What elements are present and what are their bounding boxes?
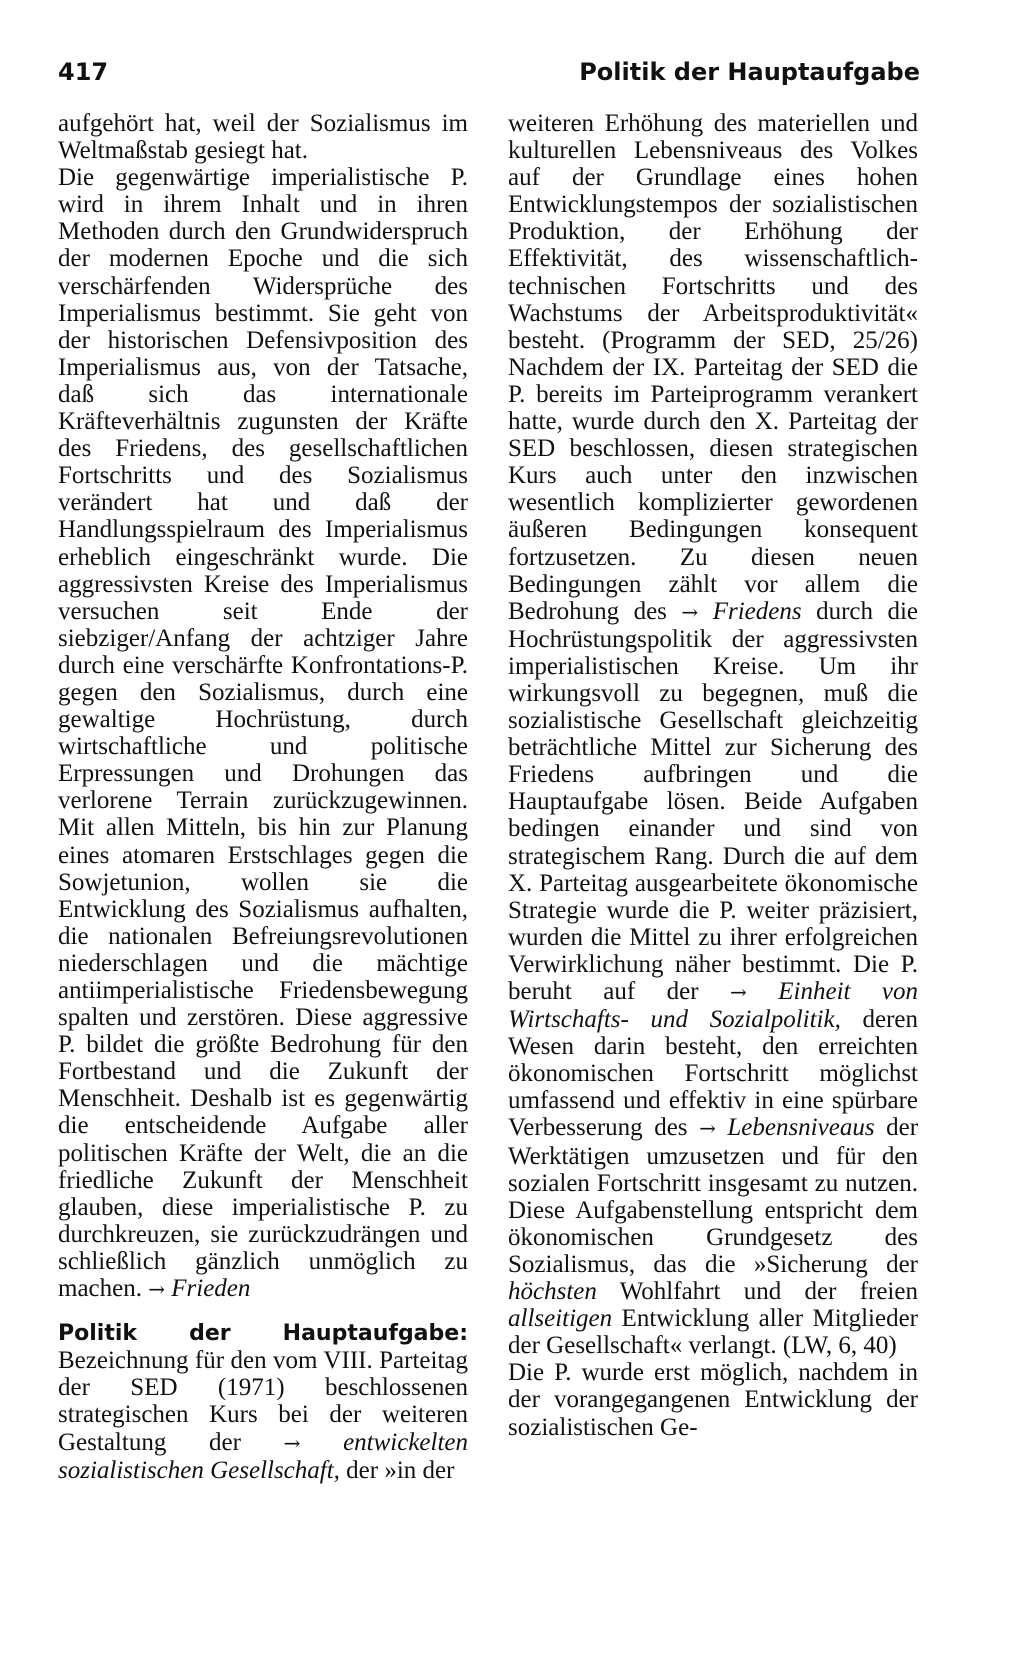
entry-text: Bezeichnung für den vom VIII. Parteitag der SED (1971) beschlossenen strategischen Kurs bei der weiteren Gestaltung der bbox=[58, 1347, 468, 1456]
cross-reference-arrow-icon: → bbox=[283, 1430, 301, 1455]
cross-reference-lebensniveau: Lebensniveaus bbox=[727, 1114, 875, 1142]
cross-reference-arrow-icon: → bbox=[681, 599, 699, 624]
paragraph-imperialist-policy bbox=[58, 164, 468, 1303]
paragraph-text: deren Wesen darin besteht, den erreichten ökonomischen Fortschritt möglichst umfassend und effektiv in eine spürbare Verbesserung des bbox=[508, 1006, 918, 1142]
emphasis-hoechsten: höchsten bbox=[508, 1278, 597, 1306]
entry-text-continued: der »in der bbox=[346, 1456, 455, 1484]
left-column bbox=[58, 110, 468, 1484]
paragraph-final: Die P. wurde erst möglich, nachdem in der vorangegangenen Entwicklung der sozialistischen Ge- bbox=[508, 1359, 918, 1441]
cross-reference-entwickelte-gesellschaft: entwickelten sozialistischen Gesellschaft, bbox=[58, 1428, 469, 1484]
page-header bbox=[58, 58, 920, 98]
paragraph-main-task bbox=[508, 110, 918, 1359]
cross-reference-arrow-icon: → bbox=[699, 1116, 716, 1141]
dictionary-entry bbox=[58, 1319, 468, 1484]
cross-reference-arrow-icon: → bbox=[730, 980, 747, 1004]
cross-reference-friedens: Friedens bbox=[712, 597, 802, 625]
cross-reference-arrow-icon: → bbox=[148, 1277, 165, 1302]
right-column bbox=[508, 110, 918, 1441]
emphasis-allseitigen: allseitigen bbox=[508, 1305, 613, 1333]
paragraph-text: Die gegenwärtige imperialistische P. wird in ihrem Inhalt und in ihren Methoden durch den Grundwiderspruch der modernen Epoche und die sich verschärfenden Widersprüche des Imperialismus bestimmt. Sie geht von der historischen Defensivposition des Imperialismus aus, von der Tatsache, daß sich das internationale Kräfteverhältnis zugunsten der Kräfte des Friedens, des gesellschaftlichen Fortschritts und des Sozialismus verändert hat und daß der Handlungsspielraum des Imperialismus erheblich eingeschränkt wurde. Die aggressivsten Kreise des Imperialismus versuchen seit Ende der siebziger/Anfang der achtziger Jahre durch eine verschärfte Konfrontations-P. gegen den Sozialismus, durch eine gewaltige Hochrüstung, durch wirtschaftliche und politische Erpressungen und Drohungen das verlorene Terrain zurückzugewinnen. Mit allen Mitteln, bis hin zur Planung eines atomaren Erstschlages gegen die Sowjetunion, wollen sie die Entwicklung des Sozialismus aufhalten, die nationalen Befreiungsrevolutionen niederschlagen und die mächtige antiimperialistische Friedensbewegung spalten und zerstören. Diese aggressive P. bildet die größte Bedrohung für den Fortbestand und die Zukunft der Menschheit. Deshalb ist es gegenwärtig die entscheidende Aufgabe aller politischen Kräfte der Welt, die an die friedliche Zukunft der Menschheit glauben, diese imperialistische P. zu durchkreuzen, sie zurückzudrängen und schließlich gänzlich unmöglich zu machen. bbox=[58, 164, 468, 1303]
cross-reference-einheit-wirtschaft-sozialpolitik: Einheit von Wirtschafts- und Sozialpolitik, bbox=[508, 978, 919, 1034]
paragraph-text: durch die Hochrüstungspolitik der aggressivsten imperialistischen Kreise. Um ihr wirkungsvoll zu begegnen, muß die sozialistische Gesellschaft gleichzeitig beträchtliche Mittel zur Sicherung des Friedens aufbringen und die Hauptaufgabe lösen. Beide Aufgaben bedingen einander und sind von strategischem Rang. Durch die auf dem X. Parteitag ausgearbeitete ökonomische Strategie wurde die P. weiter präzisiert, wurden die Mittel zu ihrer erfolgreichen Verwirklichung näher bestimmt. Die P. beruht auf der bbox=[508, 597, 919, 1005]
cross-reference-frieden: Frieden bbox=[171, 1275, 251, 1303]
paragraph-text: weiteren Erhöhung des materiellen und kulturellen Lebensniveaus des Volkes auf der Grundlage eines hohen Entwicklungstempos der sozialistischen Produktion, der Erhöhung der Effektivität, des wissenschaftlich-technischen Fortschritts und des Wachstums der Arbeitsproduktivität« besteht. (Programm der SED, 25/26) Nachdem der IX. Parteitag der SED die P. bereits im Parteiprogramm verankert hatte, wurde durch den X. Parteitag der SED beschlossen, diesen strategischen Kurs auch unter den inzwischen wesentlich komplizierter gewordenen äußeren Bedingungen konsequent fortzusetzen. Zu diesen neuen Bedingungen zählt vor allem die Bedrohung des bbox=[508, 110, 918, 625]
page-number: 417 bbox=[58, 58, 109, 86]
paragraph-text: der Werktätigen umzusetzen und für den sozialen Fortschritt insgesamt zu nutzen. Diese Aufgabenstellung entspricht dem ökonomischen Grundgesetz des Sozialismus, das die »Sicherung der bbox=[508, 1114, 919, 1278]
paragraph-text: Wohlfahrt und der freien bbox=[619, 1278, 918, 1306]
paragraph-continued: aufgehört hat, weil der Sozialismus im Weltmaßstab gesiegt hat. bbox=[58, 110, 468, 165]
paragraph-text: Entwicklung aller Mitglieder der Gesellschaft« verlangt. (LW, 6, 40) bbox=[508, 1305, 919, 1360]
running-head: Politik der Hauptaufgabe bbox=[579, 58, 920, 86]
entry-lemma: Politik der Hauptaufgabe: bbox=[58, 1321, 468, 1347]
